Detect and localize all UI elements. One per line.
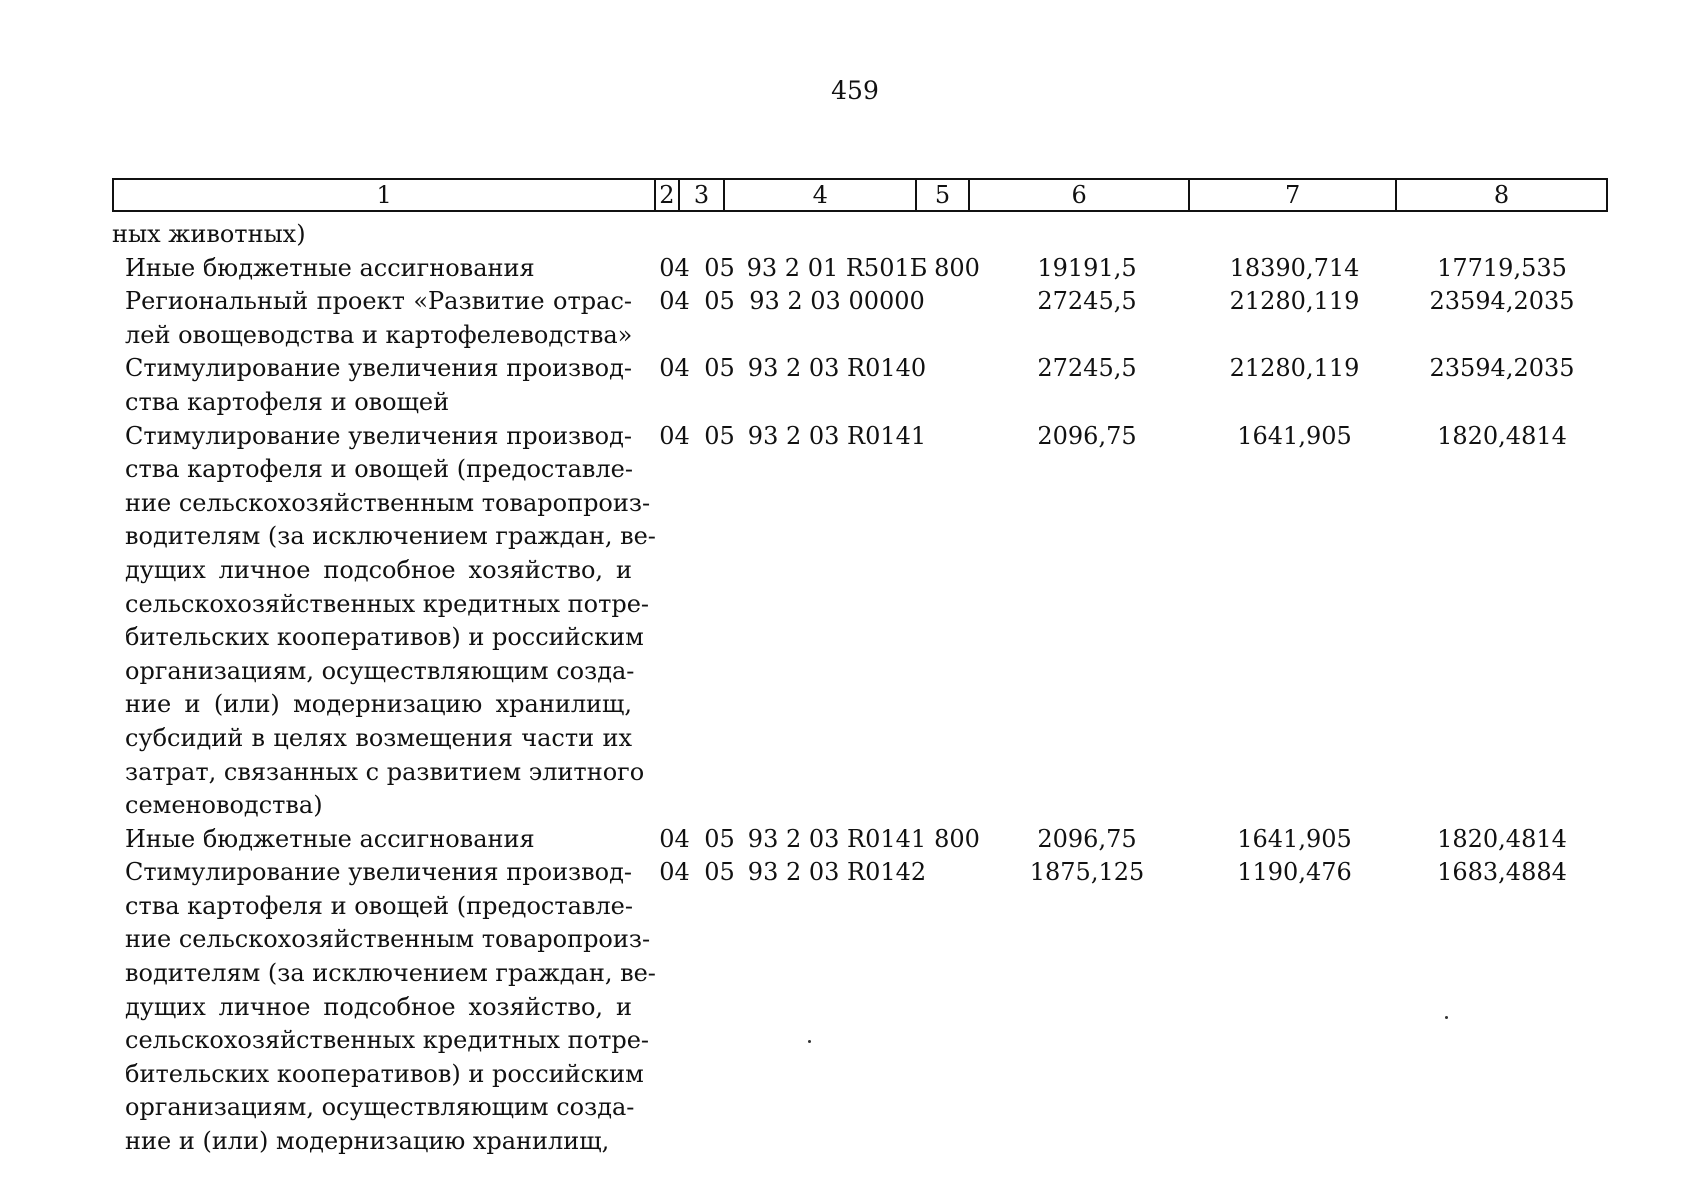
amount-year-2: 18390,714: [1229, 253, 1360, 282]
target-article-code: 93 2 03 R0141: [747, 421, 927, 450]
row-name: [112, 420, 656, 823]
target-article-code: 93 2 03 00000: [749, 287, 925, 316]
row-name-line: Региональный проект «Развитие отрас-: [125, 287, 632, 316]
row-name-line: ние и (или) модернизацию хранилищ,: [125, 690, 632, 719]
row-name-line: сельскохозяйственных кредитных потре-: [125, 1026, 650, 1055]
row-name-line: организациям, осуществляющим созда-: [125, 656, 635, 685]
expense-type-code: [932, 856, 982, 1158]
row-name-line: ства картофеля и овощей (предоставле-: [125, 891, 633, 920]
target-article-code: 93 2 03 R0140: [747, 354, 927, 383]
expense-type-code: [932, 352, 982, 419]
column-header-6: 6: [969, 179, 1189, 211]
column-header-1: 1: [113, 179, 655, 211]
table-row: [112, 420, 1612, 823]
column-header-3: 3: [679, 179, 725, 211]
column-header-2: 2: [655, 179, 678, 211]
section-code: [632, 218, 697, 252]
amount-year-1: 27245,5: [1037, 287, 1137, 316]
column-header-7: 7: [1189, 179, 1396, 211]
amount-year-1: 19191,5: [1037, 253, 1137, 282]
budget-table-body: [112, 218, 1612, 1159]
row-name-line: дущих личное подсобное хозяйство, и: [125, 555, 632, 584]
column-header-4: 4: [724, 179, 916, 211]
section-code: 04: [659, 421, 690, 450]
row-name-line: бительских кооперативов) и российским: [125, 1059, 644, 1088]
amount-year-2: 1190,476: [1237, 858, 1352, 887]
target-article-code: [742, 218, 932, 252]
row-name-line: сельскохозяйственных кредитных потре-: [125, 589, 650, 618]
subsection-code: [697, 218, 742, 252]
amount-year-2: [1192, 218, 1397, 252]
row-name: [112, 823, 632, 857]
subsection-code: 05: [704, 824, 735, 853]
table-row: [112, 823, 1612, 857]
row-name-line: ние сельскохозяйственным товаропроиз-: [125, 488, 651, 517]
section-code: 04: [659, 287, 690, 316]
expense-type-code: [932, 285, 982, 352]
amount-year-1: 2096,75: [1037, 824, 1137, 853]
row-name-line: дущих личное подсобное хозяйство, и: [125, 992, 632, 1021]
amount-year-3: [1397, 218, 1607, 252]
amount-year-1: 27245,5: [1037, 354, 1137, 383]
amount-year-1: 1875,125: [1029, 858, 1145, 887]
amount-year-2: 1641,905: [1237, 824, 1352, 853]
amount-year-2: 1641,905: [1237, 421, 1352, 450]
row-name-line: семеноводства): [125, 791, 323, 820]
row-name-line: ние и (или) модернизацию хранилищ,: [125, 1127, 610, 1156]
column-header-8: 8: [1396, 179, 1607, 211]
amount-year-1: [982, 218, 1192, 252]
amount-year-3: 23594,2035: [1429, 287, 1575, 316]
table-row: [112, 218, 1612, 252]
section-code: 04: [659, 253, 690, 282]
amount-year-3: 1820,4814: [1437, 824, 1567, 853]
amount-year-2: 21280,119: [1229, 354, 1360, 383]
row-name-line: Стимулирование увеличения производ-: [125, 421, 632, 450]
amount-year-2: 21280,119: [1229, 287, 1360, 316]
amount-year-3: 1820,4814: [1437, 421, 1567, 450]
amount-year-1: 2096,75: [1037, 421, 1137, 450]
target-article-code: 93 2 03 R0142: [747, 858, 927, 887]
amount-year-3: 23594,2035: [1429, 354, 1575, 383]
row-name-line: ства картофеля и овощей (предоставле-: [125, 455, 633, 484]
expense-type-code: [932, 218, 982, 252]
row-name: [112, 856, 656, 1158]
row-name: [112, 218, 632, 252]
column-header-5: 5: [916, 179, 969, 211]
section-code: 04: [659, 858, 690, 887]
expense-type-code: 800: [934, 253, 980, 282]
table-row: [112, 252, 1612, 286]
row-name-line: лей овощеводства и картофелеводства»: [125, 320, 633, 349]
row-name-line: субсидий в целях возмещения части их: [125, 723, 632, 752]
subsection-code: 05: [704, 354, 735, 383]
column-header-row: [113, 179, 1607, 211]
table-row: [112, 856, 1612, 1158]
subsection-code: 05: [704, 858, 735, 887]
row-name-line: Иные бюджетные ассигнования: [125, 253, 535, 282]
target-article-code: 93 2 03 R0141: [747, 824, 927, 853]
row-name-line: Иные бюджетные ассигнования: [125, 824, 535, 853]
scan-speck: [808, 1040, 811, 1043]
section-code: 04: [659, 824, 690, 853]
subsection-code: 05: [704, 421, 735, 450]
scan-speck: [1445, 1016, 1448, 1019]
subsection-code: 05: [704, 287, 735, 316]
row-name-line: затрат, связанных с развитием элитного: [125, 757, 645, 786]
amount-year-3: 1683,4884: [1437, 858, 1567, 887]
target-article-code: 93 2 01 R501Б: [746, 253, 928, 282]
row-name-line: бительских кооперативов) и российским: [125, 623, 644, 652]
page-number: 459: [831, 76, 879, 105]
subsection-code: 05: [704, 253, 735, 282]
column-header-table: [112, 178, 1608, 212]
row-name-line: водителям (за исключением граждан, ве-: [125, 959, 656, 988]
expense-type-code: 800: [934, 824, 980, 853]
row-name: [112, 285, 632, 352]
table-row: [112, 285, 1612, 352]
row-name-line: ства картофеля и овощей: [125, 387, 450, 416]
row-name: [112, 252, 632, 286]
table-row: [112, 352, 1612, 419]
row-name-line: организациям, осуществляющим созда-: [125, 1093, 635, 1122]
expense-type-code: [932, 420, 982, 823]
section-code: 04: [659, 354, 690, 383]
row-name-line: ных животных): [112, 220, 306, 248]
row-name-line: ние сельскохозяйственным товаропроиз-: [125, 925, 651, 954]
row-name: [112, 352, 632, 419]
amount-year-3: 17719,535: [1437, 253, 1567, 282]
row-name-line: Стимулирование увеличения производ-: [125, 354, 632, 383]
row-name-line: водителям (за исключением граждан, ве-: [125, 522, 656, 551]
row-name-line: Стимулирование увеличения производ-: [125, 858, 632, 887]
